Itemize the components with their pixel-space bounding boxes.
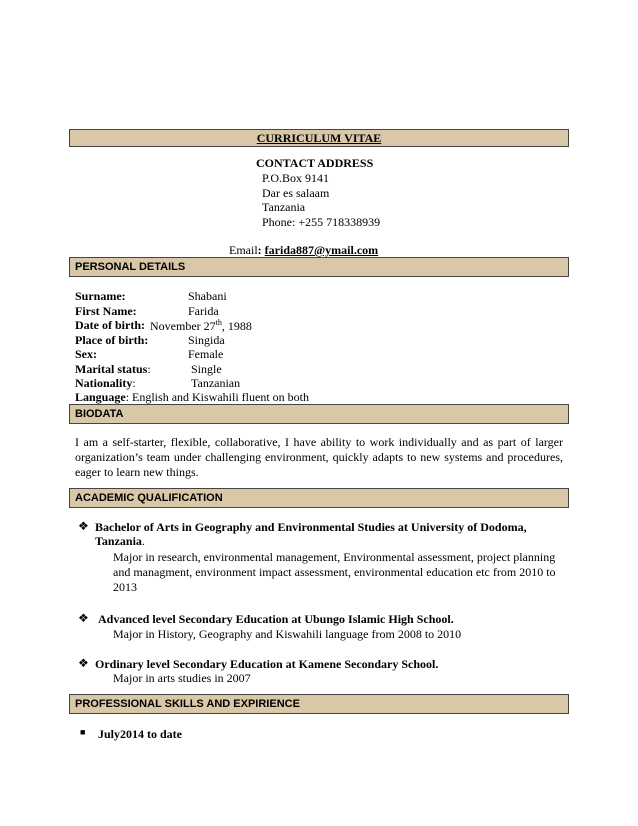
academic-item-1-detail: Major in research, environmental management, Environmental assessment, project planning and managment, environment impact assessment, environmental education etc from 2010 to 2013 xyxy=(113,550,556,594)
sex-value: Female xyxy=(188,347,224,361)
title-bar xyxy=(69,129,569,147)
diamond-bullet-icon: ❖ xyxy=(78,611,89,625)
section-personal xyxy=(69,257,569,277)
academic-item-2-title: Advanced level Secondary Education at Ubungo Islamic High School. xyxy=(98,612,454,626)
pob-value: Singida xyxy=(188,333,225,347)
academic-item-1-title-cont: Tanzania. xyxy=(95,534,145,548)
diamond-bullet-icon: ❖ xyxy=(78,656,89,670)
phone: Phone: +255 718338939 xyxy=(262,215,381,229)
dob-label: Date of birth: xyxy=(75,318,145,332)
email-row: Email: farida887@ymail.com xyxy=(229,243,379,257)
sex-label: Sex: xyxy=(75,347,97,361)
section-biodata xyxy=(69,404,569,424)
academic-item-1-title: Bachelor of Arts in Geography and Environmental Studies at University of Dodoma, xyxy=(95,520,527,534)
biodata-text: I am a self-starter, flexible, collaborative, I have ability to work individually and as part of larger organization’s team under challenging environment, quickly adapts to new systems and procedures, eager to learn new things. xyxy=(75,435,563,479)
square-bullet-icon: ■ xyxy=(80,727,86,737)
section-heading-personal: PERSONAL DETAILS xyxy=(75,261,186,273)
skills-item-1: July2014 to date xyxy=(98,727,182,741)
dob-value: November 27th, 1988 xyxy=(150,318,252,333)
section-heading-biodata: BIODATA xyxy=(75,408,124,420)
academic-item-3-detail: Major in arts studies in 2007 xyxy=(113,671,251,685)
academic-item-3-title: Ordinary level Secondary Education at Kamene Secondary School. xyxy=(95,657,439,671)
contact-heading: CONTACT ADDRESS xyxy=(256,156,374,170)
pob-label: Place of birth: xyxy=(75,333,149,347)
surname-label: Surname: xyxy=(75,289,126,303)
cv-title: CURRICULUM VITAE xyxy=(256,131,382,145)
email-label: Email xyxy=(229,243,258,257)
academic-item-2-detail: Major in History, Geography and Kiswahili language from 2008 to 2010 xyxy=(113,627,462,641)
surname-value: Shabani xyxy=(188,289,227,303)
section-skills xyxy=(69,694,569,714)
nationality-value: Tanzanian xyxy=(191,376,241,390)
marital-value: Single xyxy=(191,362,222,376)
firstname-label: First Name: xyxy=(75,304,137,318)
address-line-2: Dar es salaam xyxy=(262,186,330,200)
language-row: Language: English and Kiswahili fluent on both xyxy=(75,390,310,404)
address-line-3: Tanzania xyxy=(262,200,306,214)
marital-label: Marital status: xyxy=(75,362,151,376)
email-link[interactable]: farida887@ymail.com xyxy=(264,243,379,257)
diamond-bullet-icon: ❖ xyxy=(78,519,89,533)
section-heading-skills: PROFESSIONAL SKILLS AND EXPIRIENCE xyxy=(75,698,300,710)
firstname-value: Farida xyxy=(188,304,219,318)
section-heading-academic: ACADEMIC QUALIFICATION xyxy=(75,492,223,504)
address-line-1: P.O.Box 9141 xyxy=(262,171,330,185)
section-academic xyxy=(69,488,569,508)
nationality-label: Nationality: xyxy=(75,376,136,390)
